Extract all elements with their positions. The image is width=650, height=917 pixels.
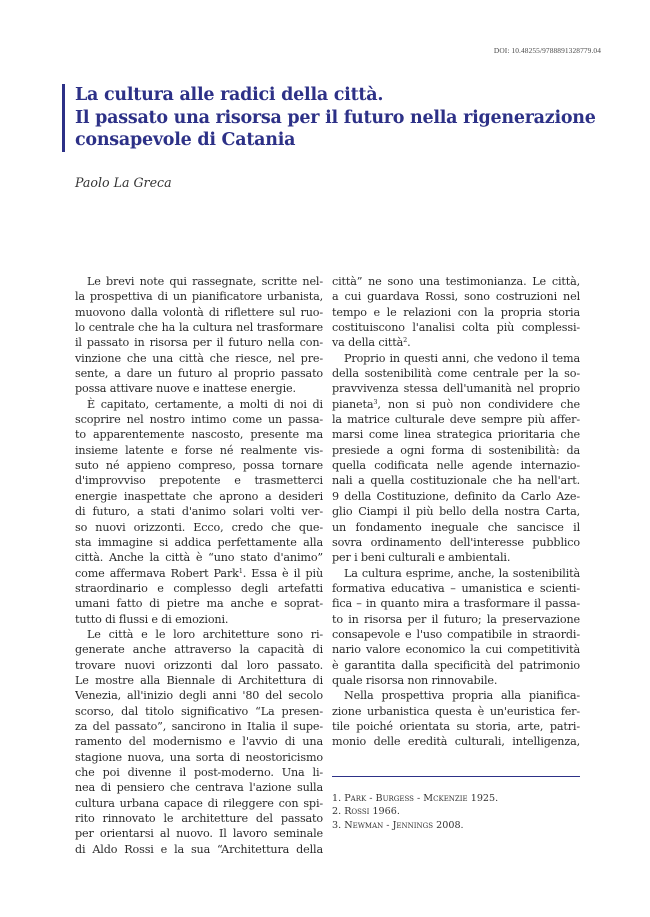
- body-column-right: [332, 274, 580, 750]
- text-line: fica – in quanto mira a trasformare il passa-: [332, 597, 580, 611]
- footnote-divider: [332, 776, 580, 777]
- text-line: il passato in risorsa per il futuro nella con-: [75, 336, 323, 350]
- text-line: tempo e le relazioni con la propria storia: [332, 305, 580, 319]
- text-line: presiede a ogni forma di sostenibilità: da: [332, 443, 580, 457]
- text-line: trovare nuovi orizzonti dal loro passato.: [75, 658, 323, 672]
- text-line: umani fatto di pietre ma anche e soprat-: [75, 597, 323, 611]
- text-line: cultura urbana capace di rileggere con spi-: [75, 796, 323, 810]
- text-line: Nella prospettiva propria alla pianifica-: [344, 689, 580, 703]
- text-line: Le città e le loro architetture sono ri-: [87, 627, 323, 641]
- text-line: energie inaspettate che aprono a desideri: [75, 489, 323, 503]
- text-line: Le brevi note qui rassegnate, scritte nel-: [87, 275, 323, 288]
- text-line: d'improvviso prepotente e trasmetterci: [75, 474, 323, 488]
- text-line: costituiscono l'analisi colta più complessi-: [332, 321, 580, 335]
- text-line: un fondamento ineguale che sancisce il: [332, 520, 580, 534]
- text-line: marsi come linea strategica prioritaria che: [332, 428, 580, 442]
- text-line: quella codificata nelle agende internazio-: [332, 459, 580, 473]
- text-line: città. Anche la città è “uno stato d'animo”: [75, 551, 323, 565]
- text-line: straordinario e complesso degli artefatti: [75, 581, 323, 595]
- footnote-ref[interactable]: 2: [403, 336, 408, 345]
- text-line: formativa educativa – umanistica e scienti-: [332, 581, 580, 595]
- text-line: scoprire nel nostro intimo come un passa-: [75, 413, 323, 427]
- text-line: to apparentemente nascosto, presente ma: [75, 428, 323, 442]
- text-line: la matrice culturale deve sempre più affer-: [332, 413, 580, 427]
- text-line: muovono dalla volontà di riflettere sul ruo-: [75, 305, 323, 319]
- text-line: come affermava Robert Park$^1$. Essa è il più: [75, 566, 323, 580]
- text-line: 9 della Costituzione, definito da Carlo Aze-: [332, 489, 580, 503]
- text-line: so nuovi orizzonti. Ecco, credo che que-: [75, 520, 323, 534]
- text-line: stagione nuova, una sorta di neostoricismo: [75, 750, 323, 764]
- text-line: glio Ciampi il più bello della nostra Carta,: [332, 505, 580, 519]
- text-line: per i beni culturali e ambientali.: [332, 551, 511, 565]
- text-line: di futuro, a stati d'animo solari volti ver-: [75, 505, 323, 519]
- text-line: scorso, dal titolo significativo “La presen-: [75, 704, 323, 718]
- text-line: della sostenibilità come centrale per la so-: [332, 367, 580, 381]
- author-name: Paolo La Greca: [75, 175, 172, 190]
- title-line-2: Il passato una risorsa per il futuro nella rigenerazione: [75, 107, 596, 128]
- text-line: di Aldo Rossi e la sua “Architettura della: [75, 842, 323, 856]
- text-line: tile poiché orientata su storia, arte, patri-: [332, 719, 580, 733]
- text-line: tutto di flussi e di emozioni.: [75, 612, 229, 626]
- footnote-item: 3. Newman - Jennings 2008.: [332, 819, 464, 831]
- text-line: va della città$^2$.: [332, 336, 411, 350]
- text-line: ramento del modernismo e l'avvio di una: [75, 735, 323, 749]
- text-line: rito rinnovato le architetture del passato: [75, 812, 323, 826]
- text-line: consapevole e l'uso compatibile in straordi-: [332, 627, 580, 641]
- text-line: Venezia, all'inizio degli anni '80 del secolo: [75, 689, 323, 703]
- text-line: nali a quella costituzionale che ha nell'art.: [332, 474, 580, 488]
- text-line: nea di pensiero che centrava l'azione sulla: [75, 781, 323, 795]
- text-line: è garantita dalla specificità del patrimonio: [332, 658, 580, 672]
- body-column-left: [75, 274, 323, 857]
- text-line: pravvivenza stessa dell'umanità nel proprio: [332, 382, 580, 396]
- text-line: generate anche attraverso la capacità di: [75, 643, 323, 657]
- footnote-item: 1. Park - Burgess - Mckenzie 1925.: [332, 793, 499, 804]
- title-line-3: consapevole di Catania: [75, 130, 296, 150]
- footnote-ref[interactable]: 3: [373, 397, 378, 406]
- text-line: za del passato”, sancirono in Italia il supe-: [75, 719, 323, 733]
- text-line: suto né appieno compreso, possa tornare: [75, 459, 323, 473]
- footnote-ref[interactable]: 1: [238, 566, 243, 575]
- text-line: città” ne sono una testimonianza. Le città,: [332, 275, 580, 288]
- text-line: pianeta$^3$, non si può non condividere che: [332, 397, 580, 411]
- article-title: [62, 84, 635, 152]
- text-line: vinzione che una città che riesce, nel pre-: [75, 351, 323, 365]
- text-line: a cui guardava Rossi, sono costruzioni nel: [332, 290, 580, 304]
- doi-label: DOI: 10.48255/9788891328779.04: [493, 46, 601, 55]
- text-line: zione urbanistica questa è un'euristica fer-: [332, 704, 580, 718]
- title-line-1: La cultura alle radici della città.: [75, 85, 384, 105]
- text-line: quale risorsa non rinnovabile.: [332, 673, 498, 687]
- text-line: Proprio in questi anni, che vedono il tema: [344, 351, 580, 365]
- text-line: sta immagine si addica perfettamente alla: [75, 535, 323, 549]
- text-line: lo centrale che ha la cultura nel trasformare: [75, 321, 323, 335]
- text-line: per orientarsi al nuovo. Il lavoro seminale: [75, 827, 323, 841]
- footnotes: [332, 792, 580, 832]
- text-line: monio delle eredità culturali, intelligenza,: [332, 735, 580, 749]
- text-line: sente, a dare un futuro al proprio passato: [75, 367, 323, 381]
- text-line: to in risorsa per il futuro; la preservazione: [332, 612, 580, 626]
- text-line: nario valore economico la cui competitività: [332, 643, 580, 657]
- text-line: che poi divenne il post-moderno. Una li-: [75, 766, 323, 779]
- text-line: possa attivare nuove e inattese energie.: [75, 382, 296, 396]
- text-line: insieme latente e forse né realmente vis-: [75, 443, 323, 457]
- footnote-item: 2. Rossi 1966.: [332, 806, 400, 818]
- text-line: Le mostre alla Biennale di Architettura di: [75, 673, 323, 687]
- text-line: È capitato, certamente, a molti di noi di: [87, 397, 323, 411]
- text-line: la prospettiva di un pianificatore urbanista,: [75, 290, 323, 304]
- text-line: sovra ordinamento dell'interesse pubblico: [332, 535, 580, 549]
- text-line: La cultura esprime, anche, la sostenibilità: [344, 566, 580, 580]
